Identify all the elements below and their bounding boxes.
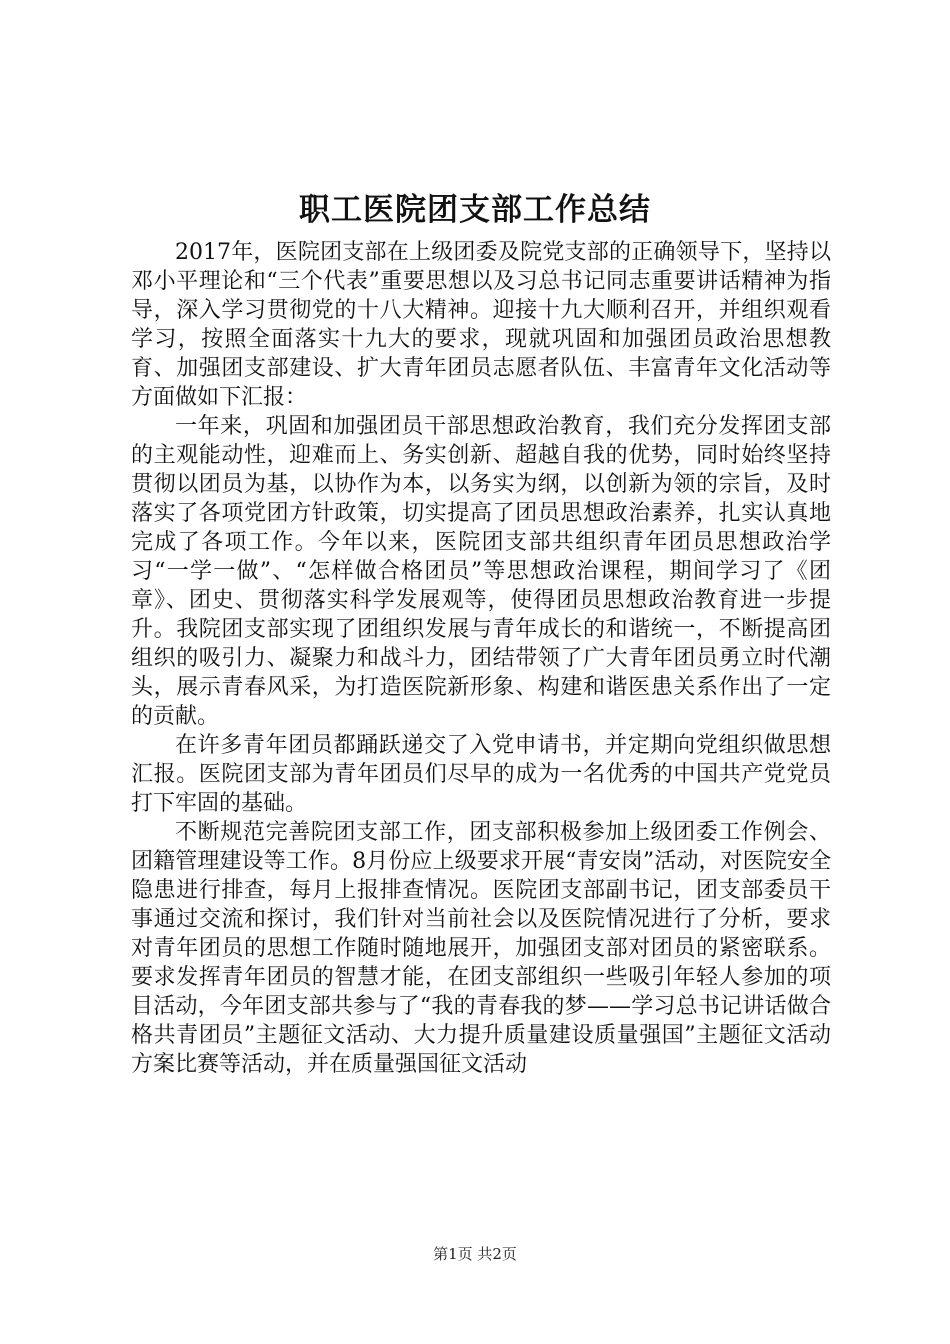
page-footer: 第1页 共2页 [433, 1245, 517, 1263]
paragraph-2: 一年来，巩固和加强团员干部思想政治教育，我们充分发挥团支部的主观能动性，迎难而上、务实创新、超越自我的优势，同时始终坚持贯彻以团员为基，以协作为本，以务实为纲，以创新为领的宗旨，及时落实了各项党团方针政策，切实提高了团员思想政治素养，扎实认真地完成了各项工作。今年以来，医院团支部共组织青年团员思想政治学习“一学一做”、“怎样做合格团员”等思想政治课程，期间学习了《团章》、团史、贯彻落实科学发展观等，使得团员思想政治教育进一步提升。我院团支部实现了团组织发展与青年成长的和谐统一，不断提高团组织的吸引力、凝聚力和战斗力，团结带领了广大青年团员勇立时代潮头，展示青春风采，为打造医院新形象、构建和谐医患关系作出了一定的贡献。 [131, 414, 831, 729]
document-body [131, 238, 831, 1079]
paragraph-3: 在许多青年团员都踊跃递交了入党申请书，并定期向党组织做思想汇报。医院团支部为青年团员们尽早的成为一名优秀的中国共产党党员打下牢固的基础。 [131, 733, 831, 816]
paragraph-1: 2017年，医院团支部在上级团委及院党支部的正确领导下，坚持以邓小平理论和“三个代表”重要思想以及习总书记同志重要讲话精神为指导，深入学习贯彻党的十八大精神。迎接十九大顺利召开，并组织观看学习，按照全面落实十九大的要求，现就巩固和加强团员政治思想教育、加强团支部建设、扩大青年团员志愿者队伍、丰富青年文化活动等方面做如下汇报： [131, 240, 831, 410]
paragraph-4: 不断规范完善院团支部工作，团支部积极参加上级团委工作例会、团籍管理建设等工作。8月份应上级要求开展“青安岗”活动，对医院安全隐患进行排查，每月上报排查情况。医院团支部副书记，团支部委员干事通过交流和探讨，我们针对当前社会以及医院情况进行了分析，要求对青年团员的思想工作随时随地展开，加强团支部对团员的紧密联系。要求发挥青年团员的智慧才能，在团支部组织一些吸引年轻人参加的项目活动，今年团支部共参与了“我的青春我的梦——学习总书记讲话做合格共青团员”主题征文活动、大力提升质量建设质量强国”主题征文活动方案比赛等活动，并在质量强国征文活动 [131, 820, 831, 1077]
document-title: 职工医院团支部工作总结 [299, 192, 651, 228]
